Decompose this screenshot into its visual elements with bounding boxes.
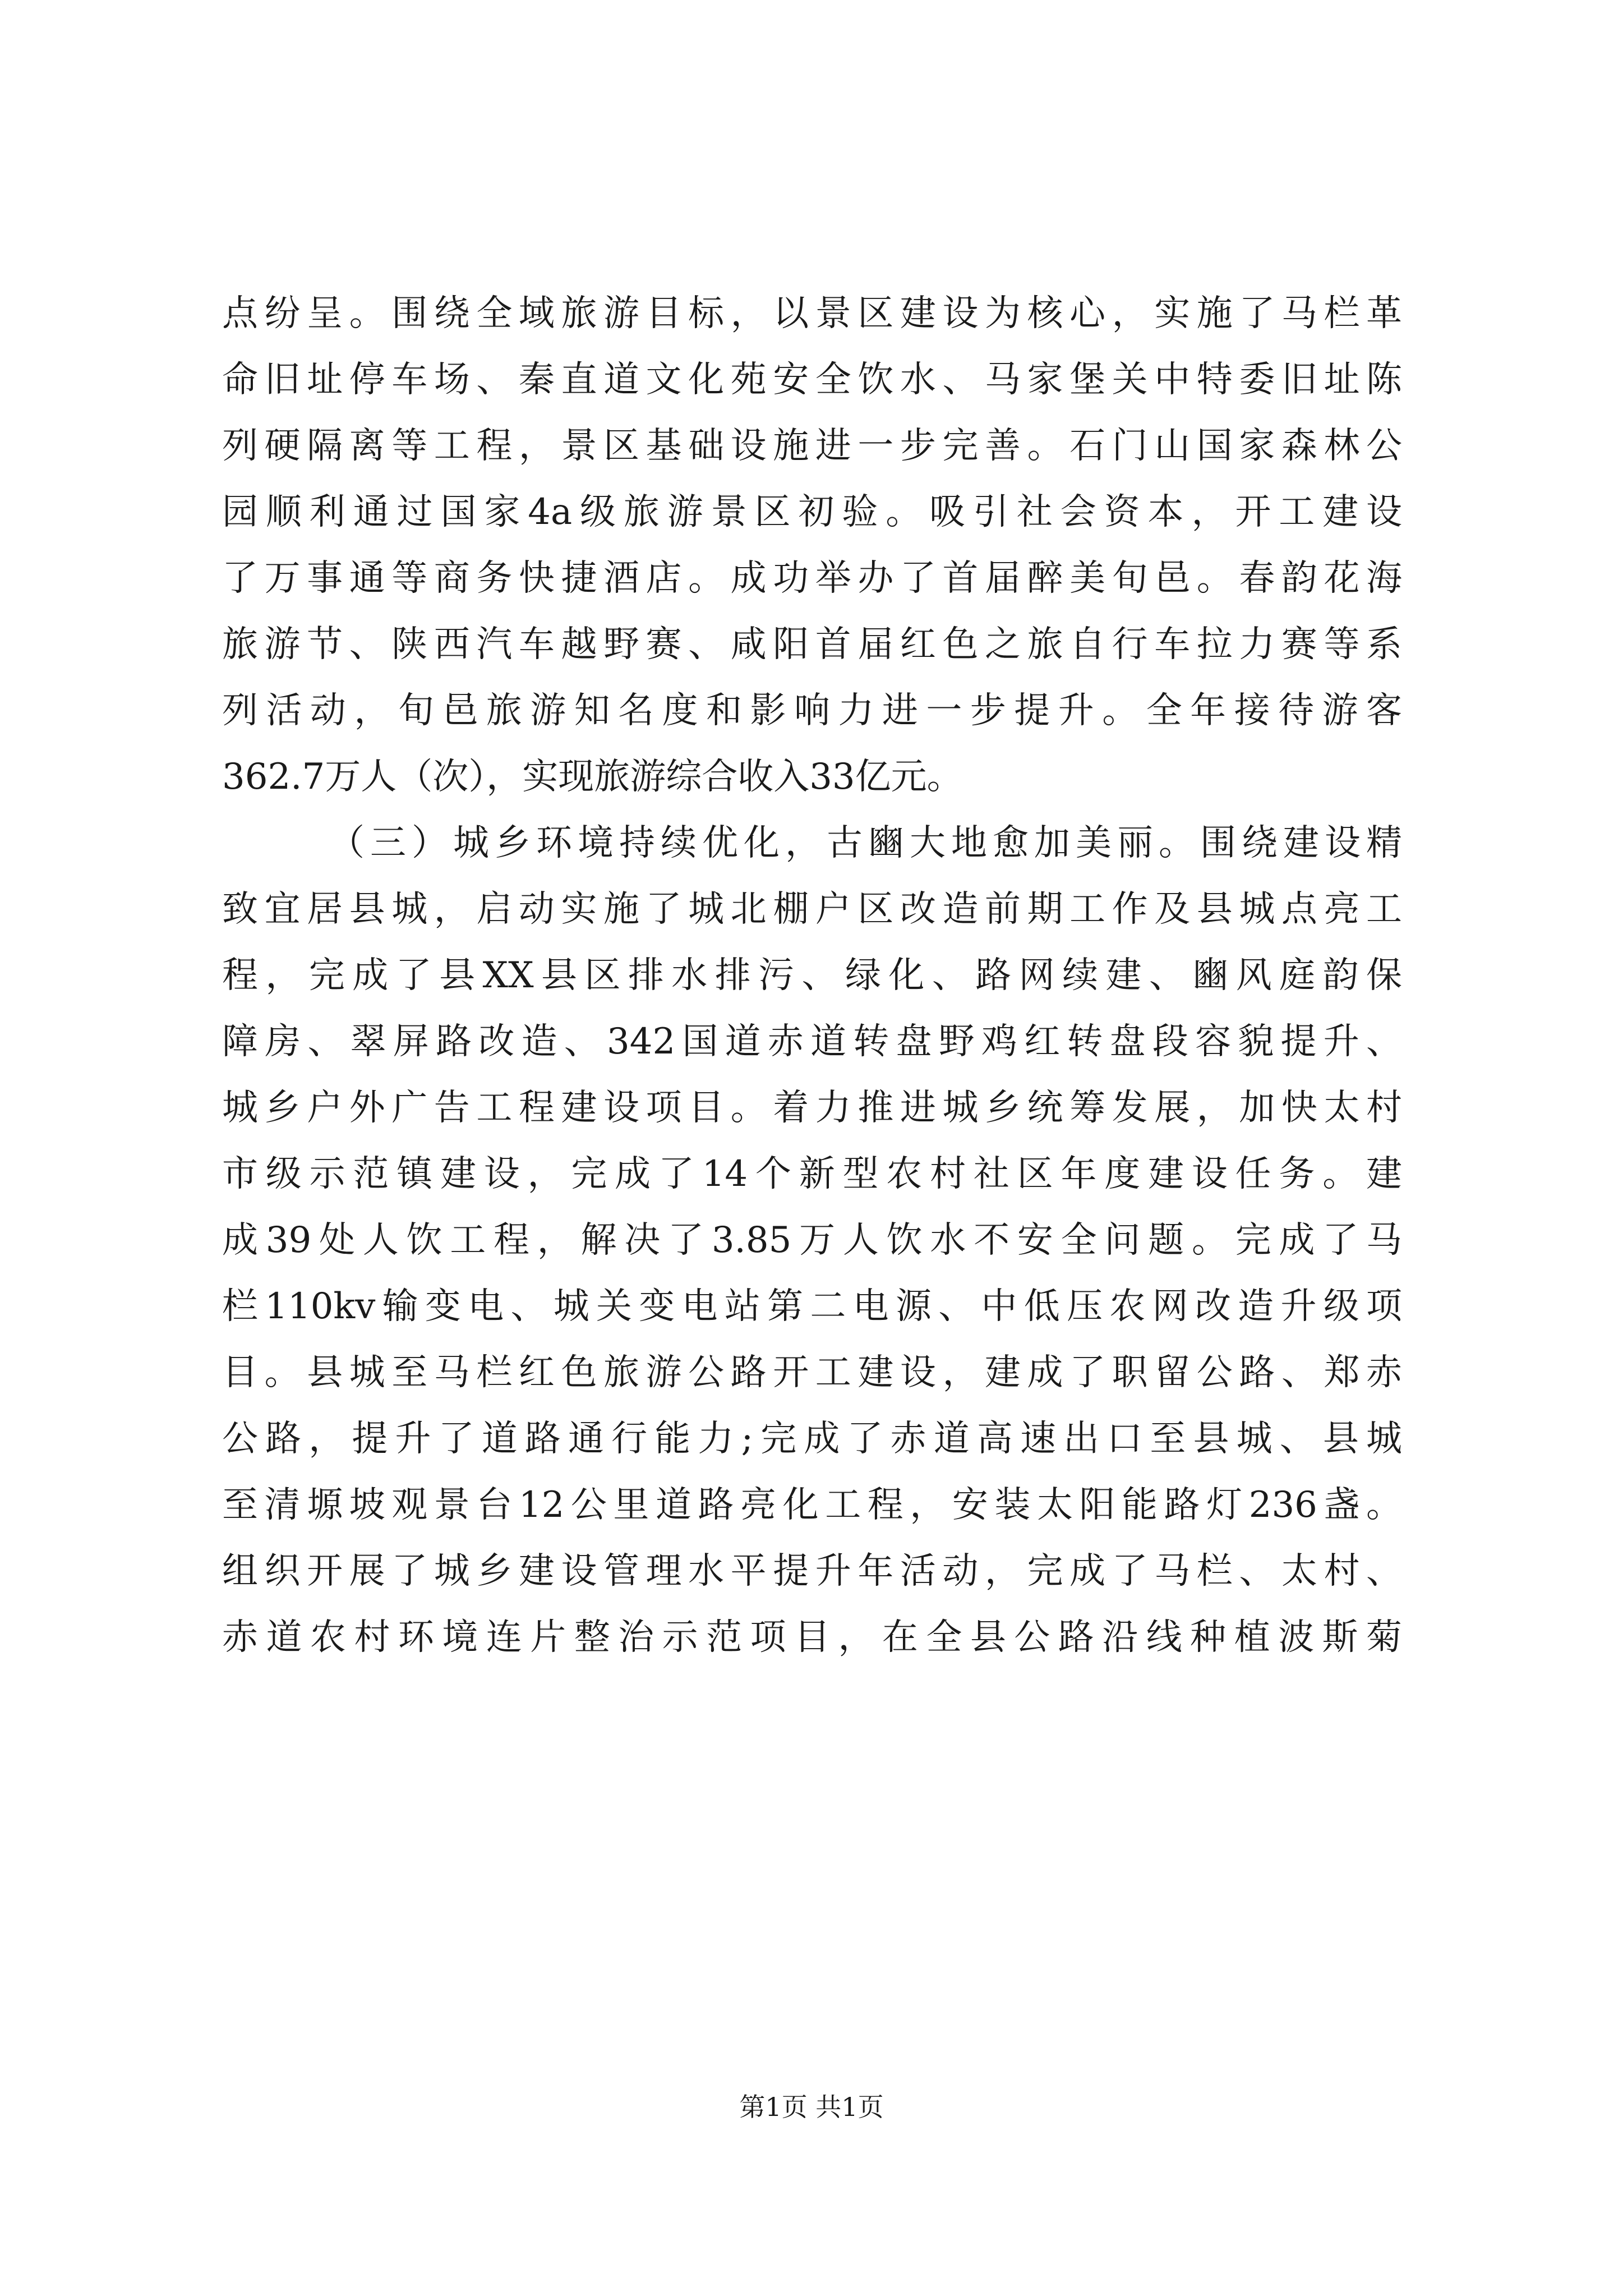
text-line: 致宜居县城，启动实施了城北棚户区改造前期工作及县城点亮工: [222, 889, 1402, 930]
text-line: 362.7万人（次），实现旅游综合收入33亿元。: [222, 756, 963, 798]
text-line: 目。县城至马栏红色旅游公路开工建设，建成了职留公路、郑赤: [222, 1352, 1402, 1393]
text-line: 列硬隔离等工程，景区基础设施进一步完善。石门山国家森林公: [222, 425, 1402, 467]
text-line: 成39处人饮工程，解决了3.85万人饮水不安全问题。完成了马: [222, 1220, 1402, 1261]
page-footer: 第1页 共1页: [739, 2092, 884, 2122]
text-line: 赤道农村环境连片整治示范项目，在全县公路沿线种植波斯菊: [222, 1617, 1402, 1658]
text-line: 旅游节、陕西汽车越野赛、咸阳首届红色之旅自行车拉力赛等系: [222, 624, 1402, 665]
text-line: 列活动，旬邑旅游知名度和影响力进一步提升。全年接待游客: [222, 690, 1402, 731]
text-line: 障房、翠屏路改造、342国道赤道转盘野鸡红转盘段容貌提升、: [222, 1021, 1402, 1062]
text-line: 至清塬坡观景台12公里道路亮化工程，安装太阳能路灯236盏。: [222, 1484, 1402, 1526]
text-line: 程，完成了县XX县区排水排污、绿化、路网续建、豳风庭韵保: [222, 955, 1402, 996]
document-body: [222, 280, 1402, 1671]
text-line: 园顺利通过国家4a级旅游景区初验。吸引社会资本，开工建设: [222, 491, 1402, 533]
text-line: 点纷呈。围绕全域旅游目标，以景区建设为核心，实施了马栏革: [222, 293, 1402, 334]
text-line: 栏110kv输变电、城关变电站第二电源、中低压农网改造升级项: [222, 1286, 1402, 1327]
text-line: 市级示范镇建设，完成了14个新型农村社区年度建设任务。建: [222, 1153, 1402, 1195]
text-line: 组织开展了城乡建设管理水平提升年活动，完成了马栏、太村、: [222, 1550, 1402, 1592]
text-line: 公路，提升了道路通行能力;完成了赤道高速出口至县城、县城: [222, 1418, 1402, 1460]
text-line: 命旧址停车场、秦直道文化苑安全饮水、马家堡关中特委旧址陈: [222, 359, 1402, 401]
text-line: 城乡户外广告工程建设项目。着力推进城乡统筹发展，加快太村: [222, 1087, 1402, 1129]
text-line: 了万事通等商务快捷酒店。成功举办了首届醉美旬邑。春韵花海: [222, 558, 1402, 599]
paragraph-first-line: （三）城乡环境持续优化，古豳大地愈加美丽。围绕建设精: [329, 822, 1402, 864]
